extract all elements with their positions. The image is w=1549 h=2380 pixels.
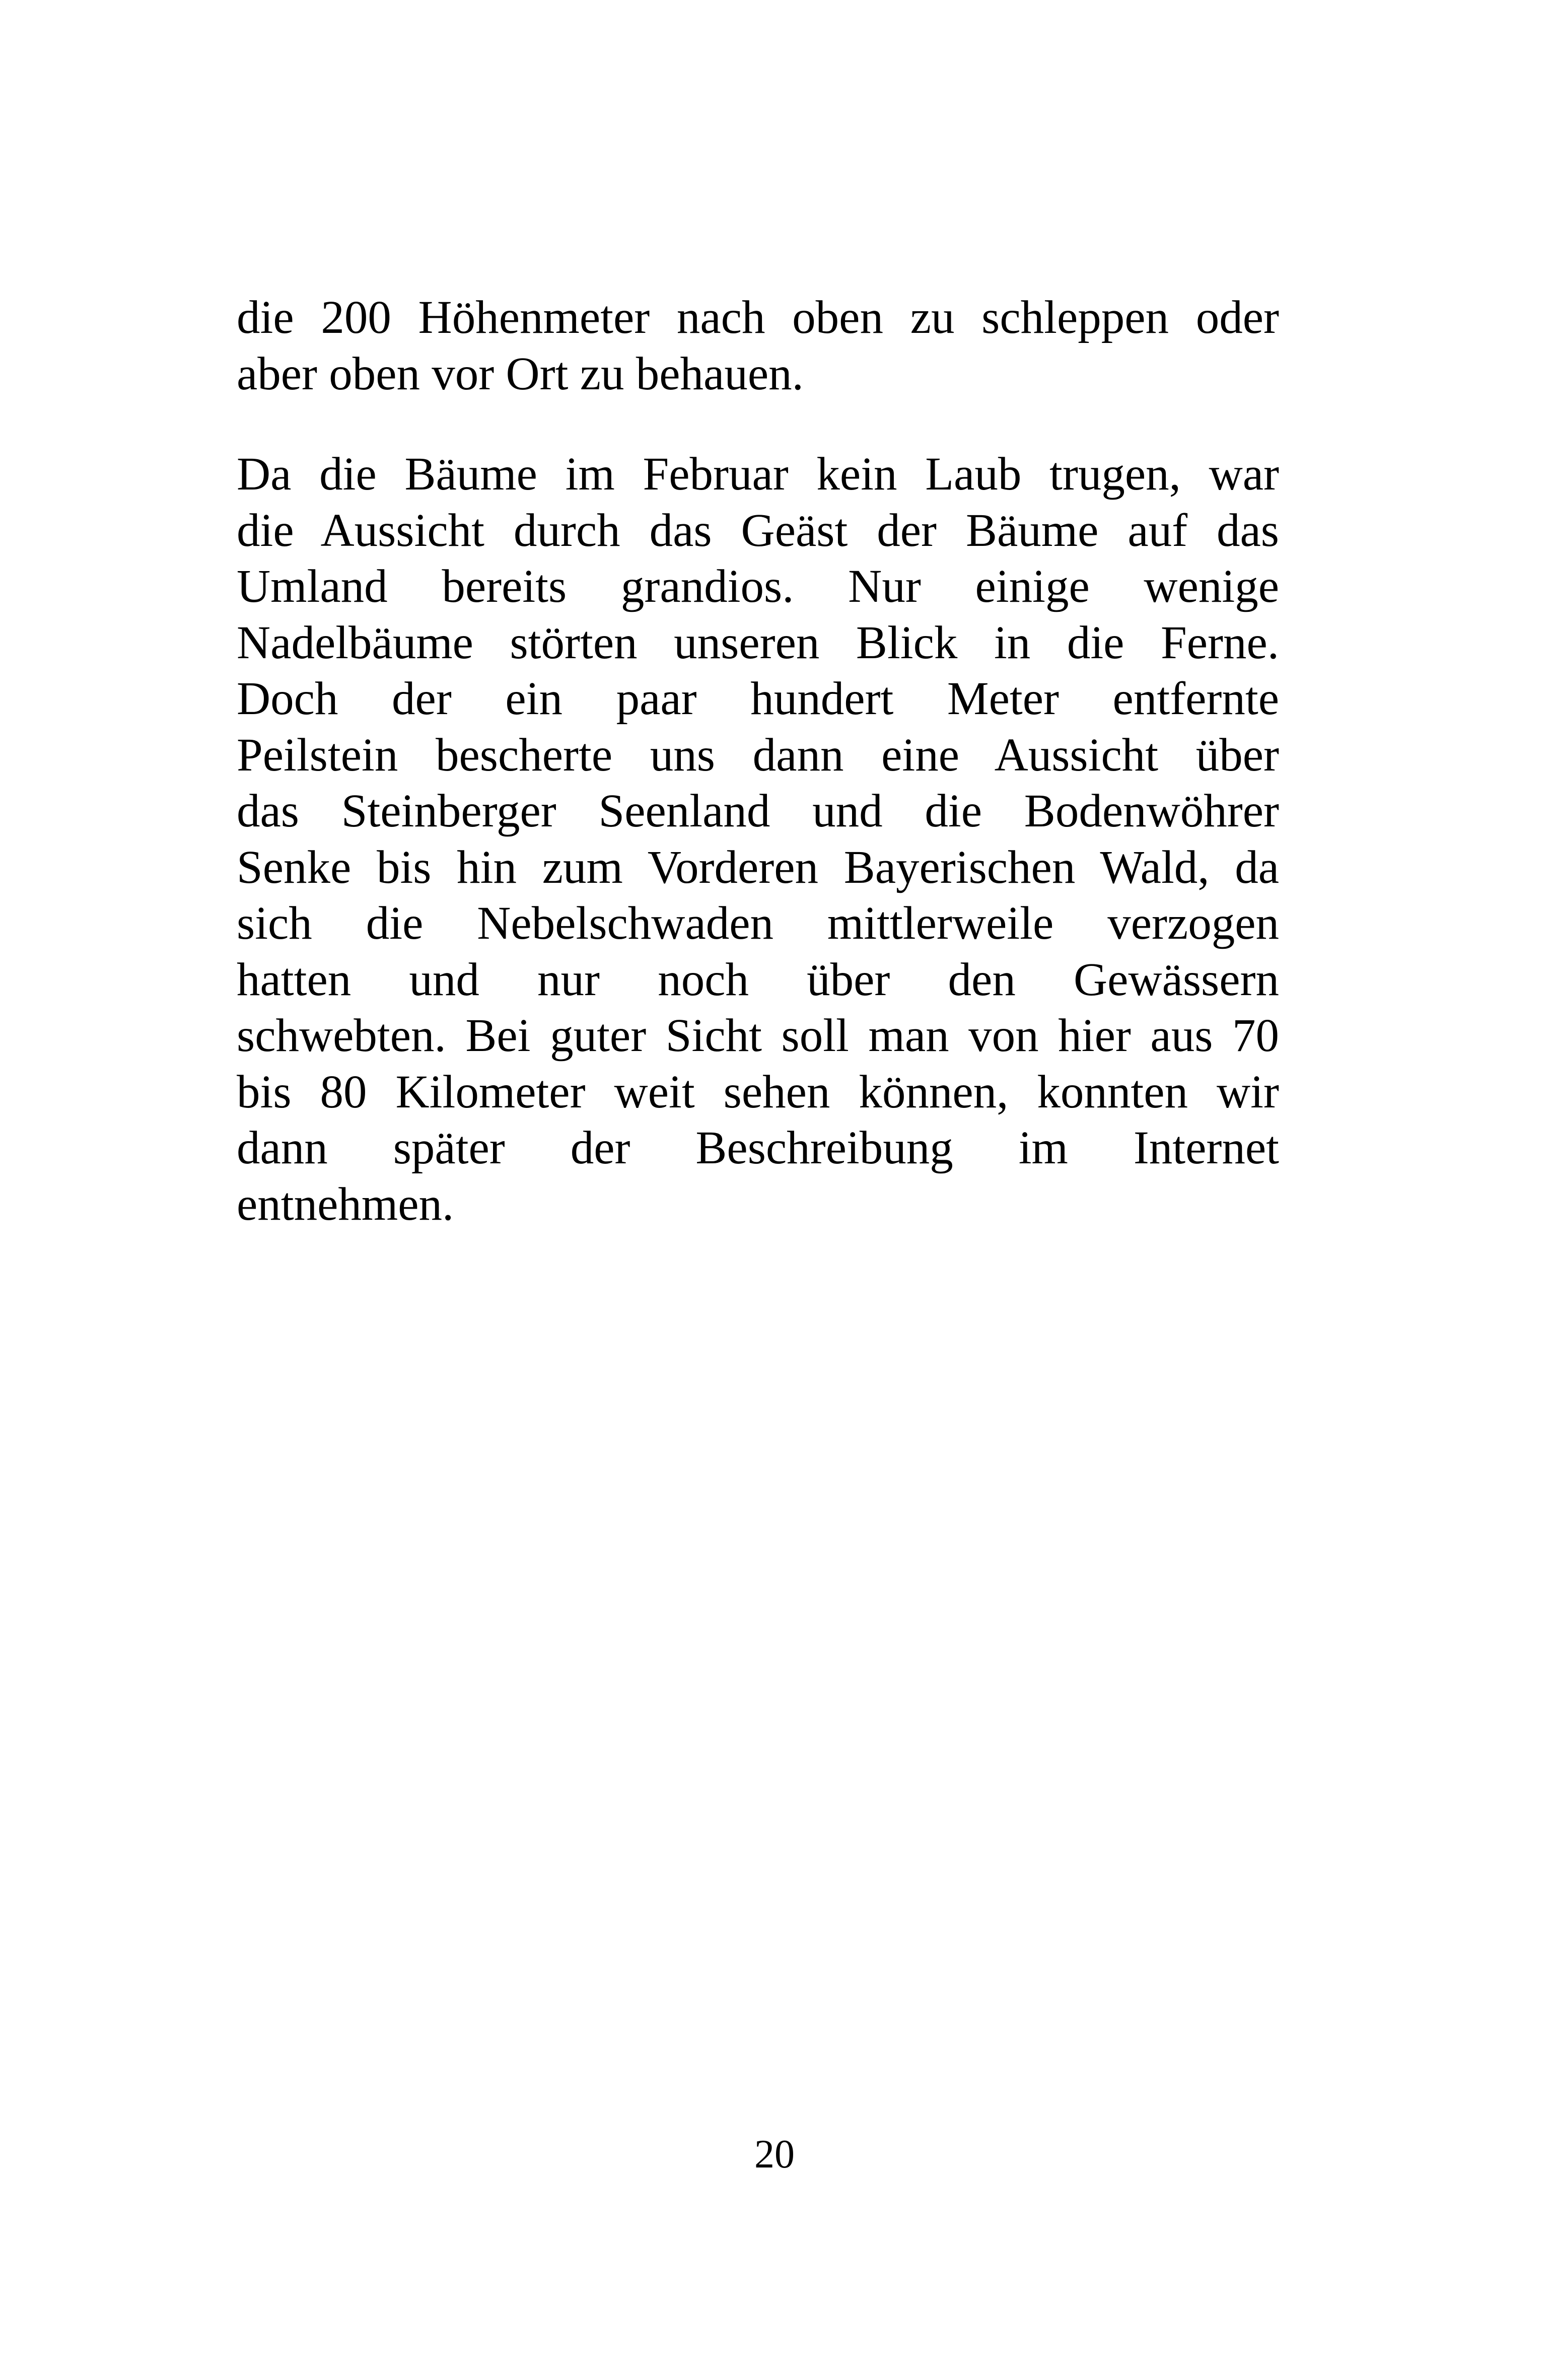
text-line: Nadelbäume störten unseren Blick in die Ferne. [237, 616, 1279, 669]
text-line: Da die Bäume im Februar kein Laub trugen, war [237, 448, 1279, 500]
text-line: Senke bis hin zum Vorderen Bayerischen Wald, da [237, 841, 1279, 893]
text-line: dann später der Beschreibung im Internet [237, 1122, 1279, 1174]
text-line: sich die Nebelschwaden mittlerweile verzogen [237, 897, 1279, 949]
text-line: hatten und nur noch über den Gewässern [237, 953, 1279, 1006]
text-line: entnehmen. [237, 1178, 454, 1230]
paragraph-1 [237, 290, 1279, 402]
text-line: Umland bereits grandios. Nur einige wenige [237, 561, 1279, 612]
text-line: die 200 Höhenmeter nach oben zu schleppen oder [237, 292, 1279, 343]
paragraph-2 [237, 446, 1279, 1232]
text-line: bis 80 Kilometer weit sehen können, konnten wir [237, 1066, 1279, 1118]
text-line: Peilstein bescherte uns dann eine Aussicht über [237, 729, 1279, 781]
body-text [237, 290, 1279, 1232]
page-number: 20 [754, 2132, 795, 2177]
paragraph-spacer [237, 402, 1279, 446]
text-line: die Aussicht durch das Geäst der Bäume auf das [237, 504, 1279, 556]
text-line: aber oben vor Ort zu behauen. [237, 347, 804, 400]
text-line: das Steinberger Seenland und die Bodenwöhrer [237, 785, 1279, 837]
text-line: Doch der ein paar hundert Meter entfernte [237, 673, 1279, 725]
text-line: schwebten. Bei guter Sicht soll man von hier aus 70 [237, 1010, 1279, 1062]
